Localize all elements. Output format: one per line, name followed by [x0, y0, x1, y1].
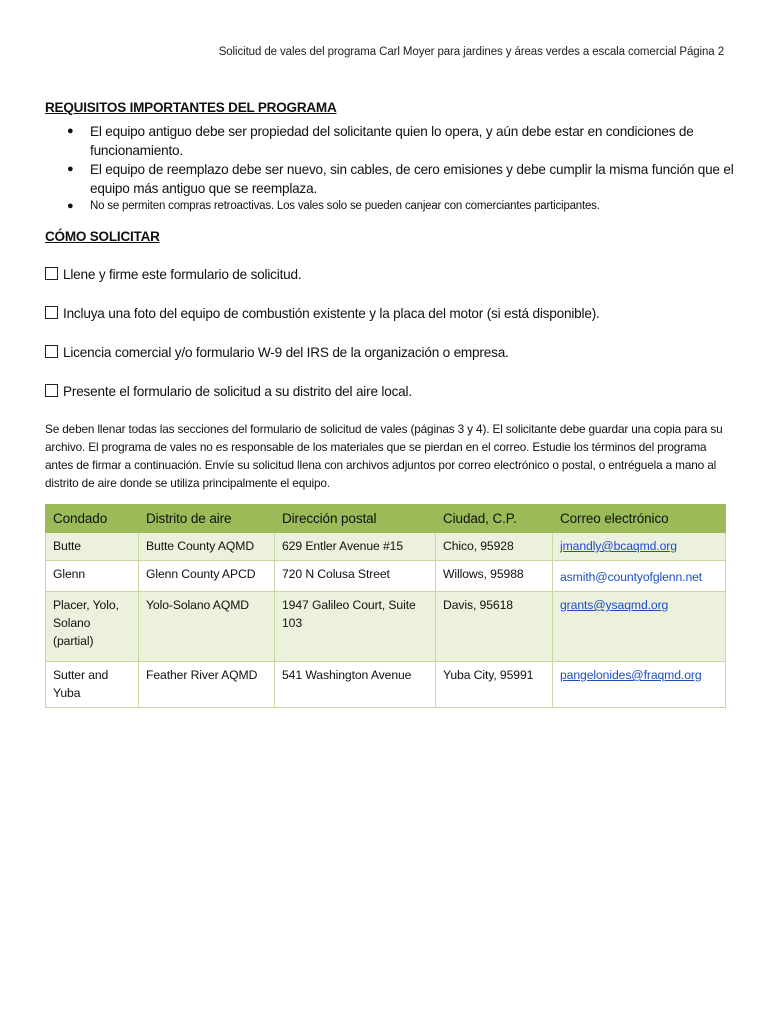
page-header: Solicitud de vales del programa Carl Moyer para jardines y áreas verdes a escala comercial Página 2 — [218, 46, 724, 58]
requirement-text: No se permiten compras retroactivas. Los vales solo se pueden canjear con comerciantes participantes. — [90, 200, 600, 212]
air-district-table — [45, 504, 726, 708]
table-row — [46, 592, 726, 662]
list-item — [45, 160, 735, 198]
checkbox[interactable] — [45, 345, 58, 358]
address-cell: 629 Entler Avenue #15 — [275, 533, 436, 561]
city-cell: Chico, 95928 — [436, 533, 553, 561]
email-cell — [553, 662, 726, 708]
district-cell: Feather River AQMD — [139, 662, 275, 708]
list-item — [45, 198, 735, 214]
county-cell: Butte — [46, 533, 139, 561]
requirements-heading: REQUISITOS IMPORTANTES DEL PROGRAMA — [45, 100, 337, 115]
checklist-item — [45, 345, 735, 360]
checkbox[interactable] — [45, 306, 58, 319]
checklist-item — [45, 384, 735, 399]
checklist-text: Llene y firme este formulario de solicitud. — [63, 267, 302, 282]
table-row — [46, 662, 726, 708]
checkbox[interactable] — [45, 267, 58, 280]
city-cell: Davis, 95618 — [436, 592, 553, 662]
checklist-text: Licencia comercial y/o formulario W-9 del IRS de la organización o empresa. — [63, 345, 509, 360]
checkbox[interactable] — [45, 384, 58, 397]
email-link[interactable]: jmandly@bcaqmd.org — [560, 539, 677, 553]
column-header: Dirección postal — [275, 505, 436, 533]
checklist-text: Incluya una foto del equipo de combustión existente y la placa del motor (si está disponible). — [63, 306, 600, 321]
column-header: Condado — [46, 505, 139, 533]
bullet-icon: ● — [67, 200, 74, 212]
column-header: Distrito de aire — [139, 505, 275, 533]
city-cell: Yuba City, 95991 — [436, 662, 553, 708]
address-cell: 541 Washington Avenue — [275, 662, 436, 708]
requirement-text: El equipo antiguo debe ser propiedad del solicitante quien lo opera, y aún debe estar en condiciones de funcionamiento. — [90, 124, 694, 158]
checklist-item — [45, 267, 735, 282]
column-header: Ciudad, C.P. — [436, 505, 553, 533]
bullet-icon: ● — [67, 125, 74, 137]
table-row — [46, 561, 726, 592]
county-cell: Glenn — [46, 561, 139, 592]
requirement-text: El equipo de reemplazo debe ser nuevo, sin cables, de cero emisiones y debe cumplir la misma función que el equipo más antiguo que se reemplaza. — [90, 162, 734, 196]
city-cell: Willows, 95988 — [436, 561, 553, 592]
instructions-paragraph: Se deben llenar todas las secciones del formulario de solicitud de vales (páginas 3 y 4). El solicitante debe guardar una copia para su archivo. El programa de vales no es responsable de los materiales que se pierdan en el correo. Estudie los términos del programa antes de firmar a continuación. Envíe su solicitud llena con archivos adjuntos por correo electrónico o postal, o entréguela a mano al distrito de aire donde se utiliza principalmente el equipo. — [45, 422, 723, 490]
table-row — [46, 533, 726, 561]
email-link[interactable]: grants@ysaqmd.org — [560, 598, 669, 612]
email-link[interactable]: asmith@countyofglenn.net — [560, 570, 703, 584]
district-cell: Butte County AQMD — [139, 533, 275, 561]
table-header-row — [46, 505, 726, 533]
how-to-apply-heading: CÓMO SOLICITAR — [45, 229, 160, 244]
email-link[interactable]: pangelonides@fraqmd.org — [560, 668, 702, 682]
requirements-list — [45, 122, 735, 214]
county-cell: Sutter and Yuba — [46, 662, 139, 708]
email-cell — [553, 561, 726, 592]
county-cell: Placer, Yolo, Solano (partial) — [46, 592, 139, 662]
checklist-item — [45, 306, 735, 321]
email-cell — [553, 533, 726, 561]
district-cell: Yolo-Solano AQMD — [139, 592, 275, 662]
address-cell: 720 N Colusa Street — [275, 561, 436, 592]
checklist-text: Presente el formulario de solicitud a su distrito del aire local. — [63, 384, 412, 399]
column-header: Correo electrónico — [553, 505, 726, 533]
email-cell — [553, 592, 726, 662]
district-cell: Glenn County APCD — [139, 561, 275, 592]
list-item — [45, 122, 735, 160]
address-cell: 1947 Galileo Court, Suite 103 — [275, 592, 436, 662]
bullet-icon: ● — [67, 163, 74, 175]
